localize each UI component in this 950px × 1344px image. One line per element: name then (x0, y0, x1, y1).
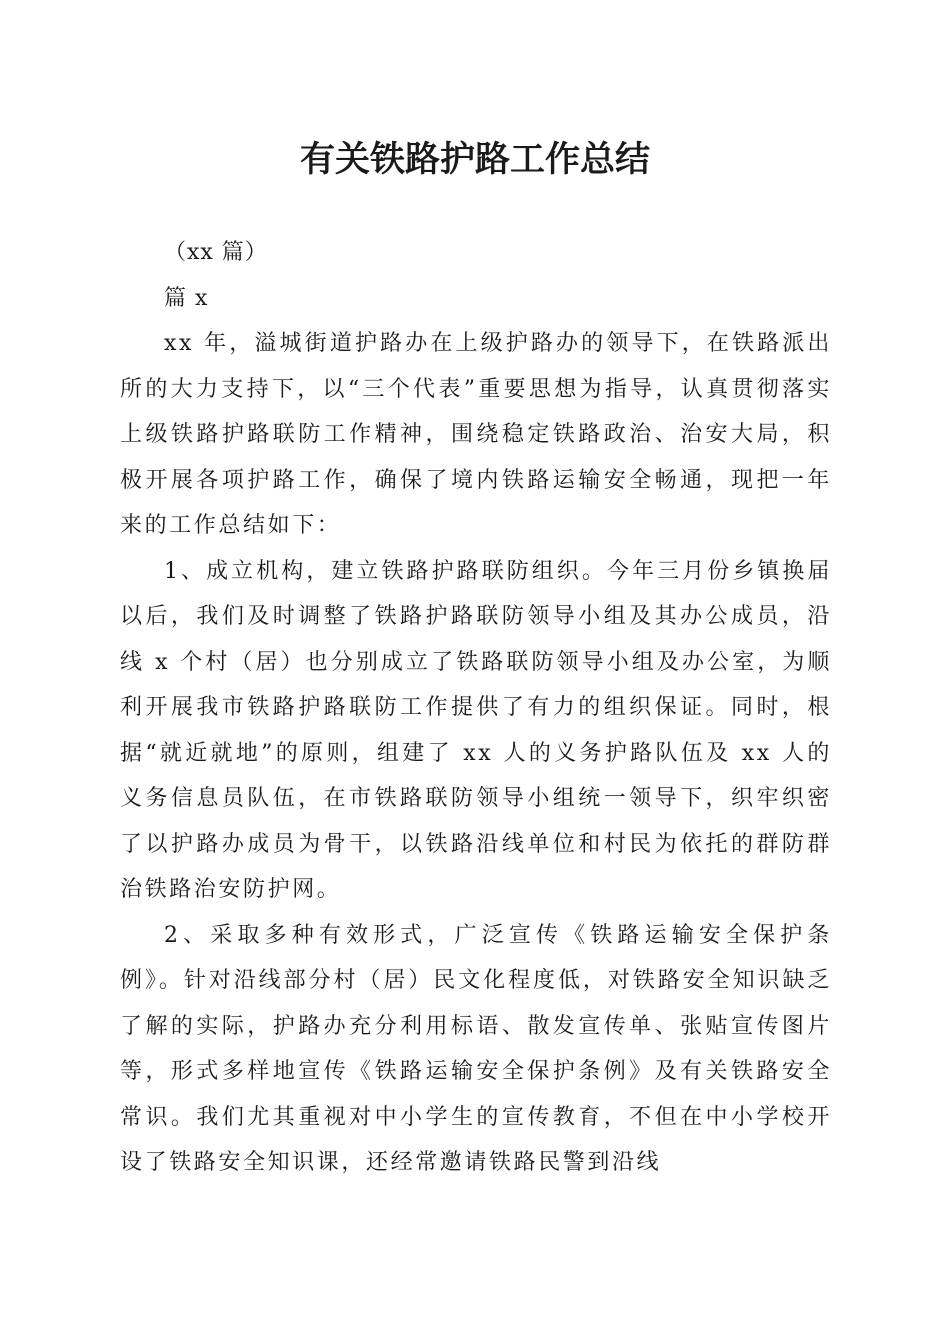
section-heading: 篇 x (164, 285, 209, 311)
paragraph-intro: xx 年，溢城街道护路办在上级护路办的领导下，在铁路派出所的大力支持下，以“三个代表”重要思想为指导，认真贯彻落实上级铁路护路联防工作精神，围绕稳定铁路政治、治安大局，积极开展各项护路工作，确保了境内铁路运输安全畅通，现把一年来的工作总结如下： (120, 331, 832, 538)
paragraph-point-1: 1、成立机构，建立铁路护路联防组织。今年三月份乡镇换届以后，我们及时调整了铁路护路联防领导小组及其办公成员，沿线 x 个村（居）也分别成立了铁路联防领导小组及办公室，为顺利开展我市铁路护路联防工作提供了有力的组织保证。同时，根据“就近就地”的原则，组建了 xx 人的义务护路队伍及 xx 人的义务信息员队伍，在市铁路联防领导小组统一领导下，织牢织密了以护路办成员为骨干，以铁路沿线单位和村民为依托的群防群治铁路治安防护网。 (120, 558, 832, 902)
document-body (120, 230, 832, 1186)
paragraph-point-2: 2、采取多种有效形式，广泛宣传《铁路运输安全保护条例》。针对沿线部分村（居）民文化程度低，对铁路安全知识缺乏了解的实际，护路办充分利用标语、散发宣传单、张贴宣传图片等，形式多样地宣传《铁路运输安全保护条例》及有关铁路安全常识。我们尤其重视对中小学生的宣传教育，不但在中小学校开设了铁路安全知识课，还经常邀请铁路民警到沿线 (120, 922, 832, 1175)
document-title: 有关铁路护路工作总结 (299, 139, 650, 180)
document-subtitle: （xx 篇） (164, 240, 268, 265)
